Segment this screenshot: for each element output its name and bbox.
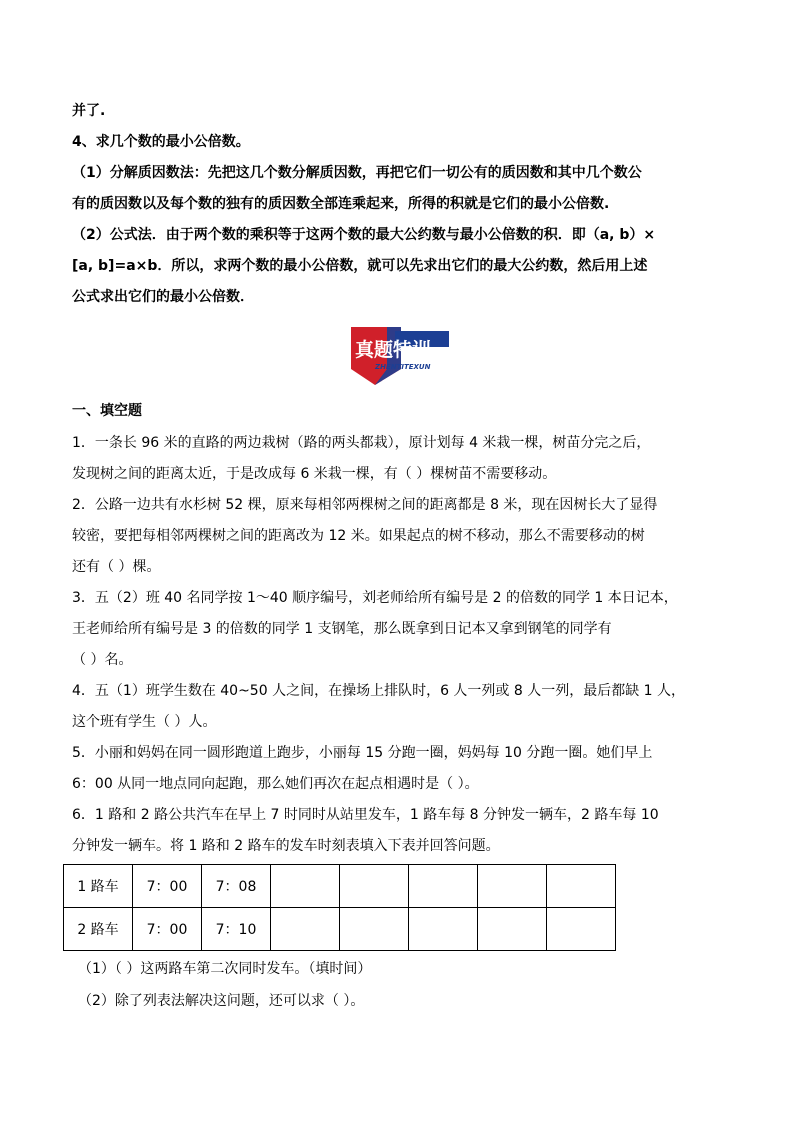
question-line: 1．一条长 96 米的直路的两边栽树（路的两头都栽），原计划每 4 米栽一棵，树苗分完之后， [72, 435, 651, 451]
logo-sub-text: ZHENTITEXUN [375, 363, 431, 371]
sub-question-2: （2）除了列表法解决这问题，还可以求（ ）。 [78, 993, 365, 1009]
question-line: 分钟发一辆车。将 1 路和 2 路车的发车时刻表填入下表并回答问题。 [72, 838, 500, 854]
table-cell: 7：00 [133, 908, 202, 951]
question-list [72, 428, 722, 862]
table-cell-empty[interactable] [478, 865, 547, 908]
table-cell: 7：08 [202, 865, 271, 908]
question-line: 3．五（2）班 40 名同学按 1～40 顺序编号，刘老师给所有编号是 2 的倍数的同学 1 本日记本， [72, 590, 678, 606]
table-cell-empty[interactable] [547, 865, 616, 908]
row-label: 1 路车 [64, 865, 133, 908]
table-row [64, 865, 616, 908]
intro-line: 有的质因数以及每个数的独有的质因数全部连乘起来，所得的积就是它们的最小公倍数. [72, 196, 610, 212]
intro-line: 公式求出它们的最小公倍数． [72, 289, 254, 305]
row-label: 2 路车 [64, 908, 133, 951]
schedule-table [63, 864, 616, 951]
table-cell-empty[interactable] [271, 908, 340, 951]
intro-block [72, 96, 722, 313]
table-row [64, 908, 616, 951]
logo-graphic [345, 325, 455, 387]
intro-heading: 4、求几个数的最小公倍数。 [72, 134, 250, 150]
question-line: 2．公路一边共有水杉树 52 棵，原来每相邻两棵树之间的距离都是 8 米，现在因树长大了显得 [72, 497, 658, 513]
question-line: 较密，要把每相邻两棵树之间的距离改为 12 米。如果起点的树不移动，那么不需要移动的树 [72, 528, 645, 544]
question-line: 发现树之间的距离太近，于是改成每 6 米栽一棵，有（ ）棵树苗不需要移动。 [72, 466, 557, 482]
table-cell-empty[interactable] [409, 865, 478, 908]
table-cell-empty[interactable] [340, 865, 409, 908]
question-line: （ ）名。 [72, 652, 133, 668]
table-cell-empty[interactable] [271, 865, 340, 908]
table-cell-empty[interactable] [478, 908, 547, 951]
section-title: 一、填空题 [72, 403, 142, 419]
table-cell-empty[interactable] [409, 908, 478, 951]
table-cell-empty[interactable] [547, 908, 616, 951]
question-line: 还有（ ）棵。 [72, 559, 161, 575]
question-line: 王老师给所有编号是 3 的倍数的同学 1 支钢笔，那么既拿到日记本又拿到钢笔的同学有 [72, 621, 612, 637]
question-line: 这个班有学生（ ）人。 [72, 714, 217, 730]
table-cell-empty[interactable] [340, 908, 409, 951]
question-line: 5．小丽和妈妈在同一圆形跑道上跑步，小丽每 15 分跑一圈，妈妈每 10 分跑一圈。她们早上 [72, 745, 653, 761]
logo-main-text: 真题特训 [355, 339, 432, 361]
question-line: 6．1 路和 2 路公共汽车在早上 7 时同时从站里发车，1 路车每 8 分钟发一辆车，2 路车每 10 [72, 807, 659, 823]
table-cell: 7：10 [202, 908, 271, 951]
intro-line: （2）公式法．由于两个数的乘积等于这两个数的最大公约数与最小公倍数的积．即（a, b）× [72, 227, 656, 243]
intro-line: [a, b]=a×b．所以，求两个数的最小公倍数，就可以先求出它们的最大公约数，然后用上述 [72, 258, 648, 274]
question-line: 4．五（1）班学生数在 40~50 人之间，在操场上排队时，6 人一列或 8 人一列，最后都缺 1 人， [72, 683, 686, 699]
intro-line: （1）分解质因数法：先把这几个数分解质因数，再把它们一切公有的质因数和其中几个数公 [72, 165, 642, 181]
sub-question-1: （1）（ ）这两路车第二次同时发车。（填时间） [78, 961, 372, 977]
table-cell: 7：00 [133, 865, 202, 908]
question-line: 6：00 从同一地点同向起跑，那么她们再次在起点相遇时是（ ）。 [72, 776, 479, 792]
intro-line: 并了. [72, 103, 106, 119]
zhentitexun-logo [345, 325, 455, 387]
